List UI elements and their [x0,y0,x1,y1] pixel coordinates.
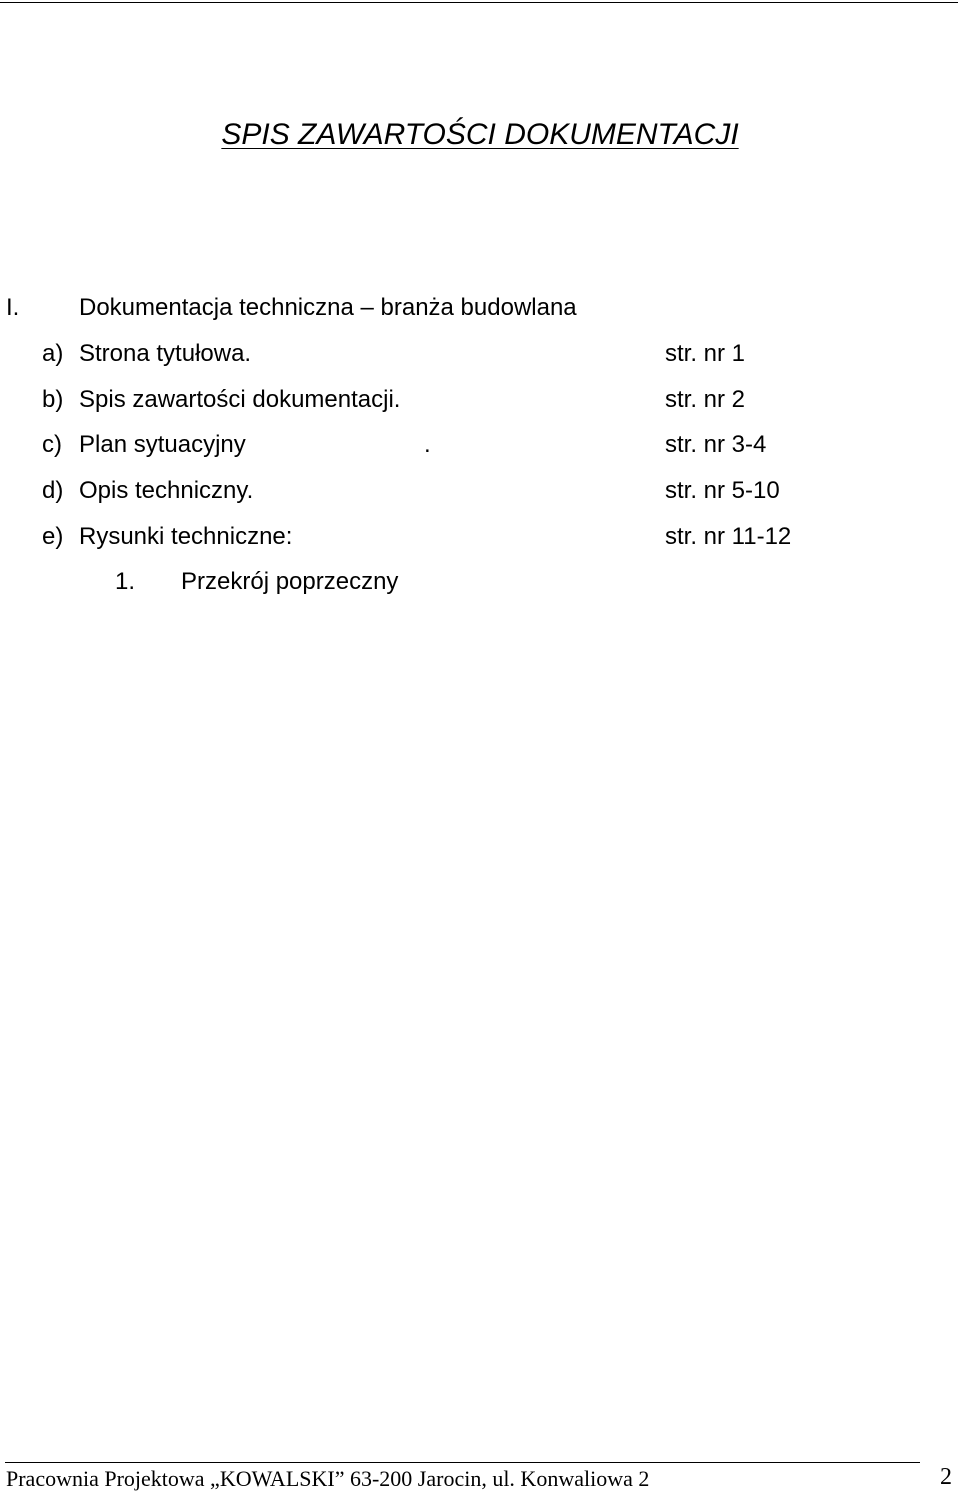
footer-rule [5,1462,920,1463]
toc-item-letter: b) [42,386,64,413]
document-title: SPIS ZAWARTOŚCI DOKUMENTACJI [221,118,739,151]
toc-item-letter: e) [42,523,64,550]
page-number: 2 [940,1464,952,1490]
toc-item-page: str. nr 5-10 [665,477,780,504]
toc-item-text: Rysunki techniczne: [79,523,293,550]
section-title: Dokumentacja techniczna – branża budowlana [79,294,577,321]
toc-item-letter: d) [42,477,64,504]
toc-item-text: Spis zawartości dokumentacji. [79,386,401,413]
toc-item-page: str. nr 1 [665,340,746,367]
subitem-text: Przekrój poprzeczny [181,568,399,595]
top-rule [0,2,958,3]
footer-text: Pracownia Projektowa „KOWALSKI” 63-200 Jarocin, ul. Konwaliowa 2 [6,1466,650,1491]
section-number: I. [6,294,20,321]
toc-item-page: str. nr 3-4 [665,431,767,458]
toc-item-text: Plan sytuacyjny [79,431,246,458]
toc-item-letter: a) [42,340,64,367]
toc-item-text: Strona tytułowa. [79,340,252,367]
toc-item-page: str. nr 2 [665,386,746,413]
subitem-number: 1. [115,568,136,595]
toc-item-page: str. nr 11-12 [665,523,792,550]
toc-item-text: Opis techniczny. [79,477,254,504]
toc-item-letter: c) [42,431,62,458]
toc-item-dot: . [424,431,431,458]
